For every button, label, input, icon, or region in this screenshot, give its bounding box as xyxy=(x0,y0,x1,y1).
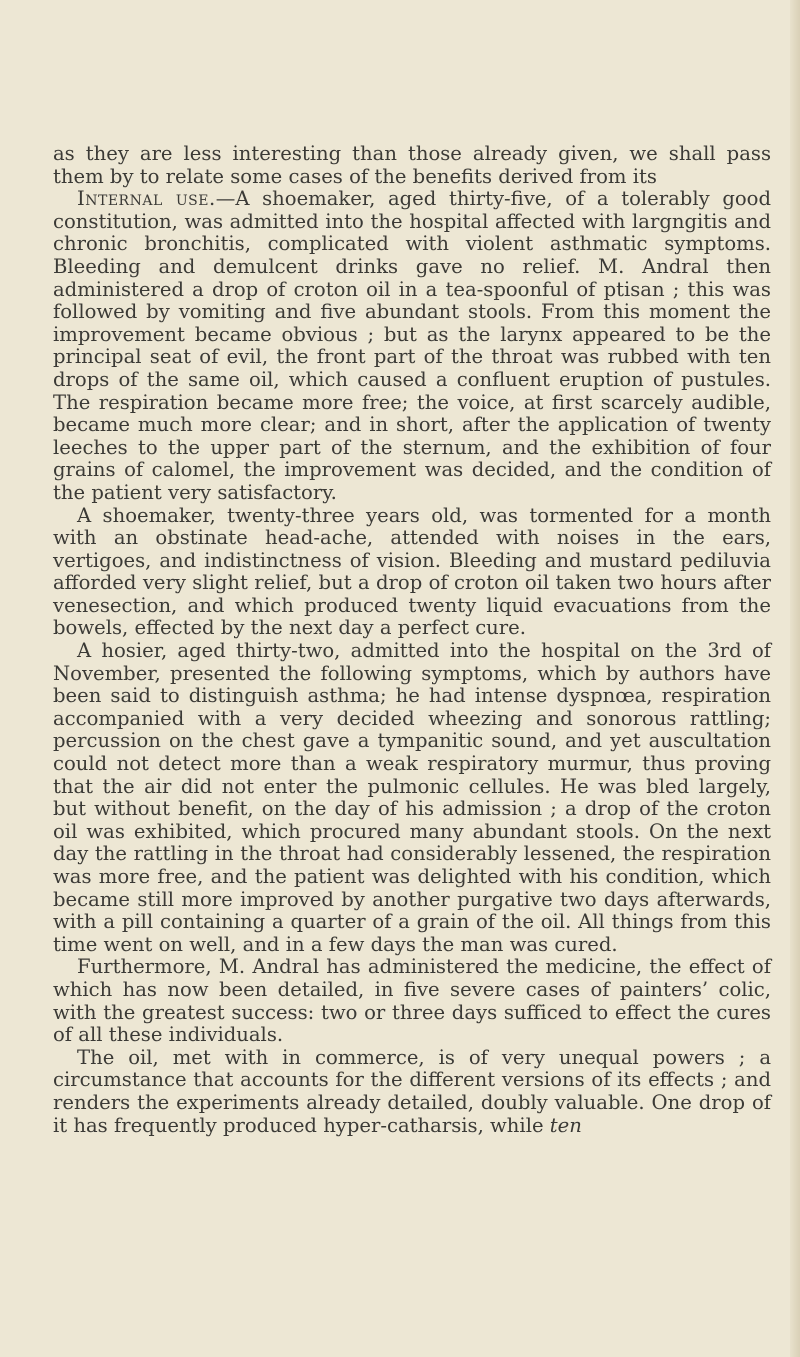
paragraph-text: —A shoemaker, aged thirty-five, of a tolerably good constitution, was admitted into the hospital affected with largngitis and chronic bronchitis, complicated with violent asthmatic symptoms. Bleeding and demulcent drinks gave no relief. M. Andral then administered a drop of croton oil in a tea-spoonful of ptisan ; this was followed by vomiting and five abundant stools. From this moment the improvement became obvious ; but as the larynx appeared to be the principal seat of evil, the front part of the throat was rubbed with ten drops of the same oil, which caused a confluent eruption of pustules. The respiration became more free; the voice, at first scarcely audible, became much more clear; and in short, after the application of twenty leeches to the upper part of the sternum, and the exhibition of four grains of calomel, the improvement was decided, and the condition of the patient very satisfactory. xyxy=(53,187,771,504)
page-body-text xyxy=(53,143,771,1137)
paragraph-painters-colic xyxy=(53,956,771,1046)
paragraph-internal-use xyxy=(53,188,771,504)
paragraph-text: The oil, met with in commerce, is of very unequal powers ; a circumstance that accounts for the different versions of its effects ; and renders the experiments already detailed, doubly valuable. One drop of it has frequently produced hyper-catharsis, while xyxy=(53,1045,771,1137)
section-lead-internal-use: Internal use. xyxy=(77,187,216,211)
paragraph-text: Furthermore, M. Andral has administered the medicine, the effect of which has now been detailed, in five severe cases of painters’ colic, with the greatest success: two or three days sufficed to effect the cures of all these individuals. xyxy=(53,955,771,1047)
paragraph-text: A hosier, aged thirty-two, admitted into the hospital on the 3rd of November, presented the following symptoms, which by authors have been said to distinguish asthma; he had intense dyspnœa, respiration accompanied with a very decided wheezing and sonorous rattling; percussion on the chest gave a tympanitic sound, and yet auscultation could not detect more than a weak respiratory murmur, thus proving that the air did not enter the pulmonic cellules. He was bled largely, but without benefit, on the day of his admission ; a drop of the croton oil was exhibited, which procured many abundant stools. On the next day the rattling in the throat had considerably lessened, the respiration was more free, and the patient was delighted with his condition, which became still more improved by another purgative two days afterwards, with a pill containing a quarter of a grain of the oil. All things from this time went on well, and in a few days the man was cured. xyxy=(53,639,771,956)
paragraph-text: A shoemaker, twenty-three years old, was tormented for a month with an obstinate head-ache, attended with noises in the ears, vertigoes, and indistinctness of vision. Bleeding and mustard pediluvia afforded very slight relief, but a drop of croton oil taken two hours after venesection, and which produced twenty liquid evacuations from the bowels, effected by the next day a perfect cure. xyxy=(53,503,771,640)
paragraph-text: as they are less interesting than those already given, we shall pass them by to relate some cases of the benefits derived from its xyxy=(53,142,771,188)
italic-word: ten xyxy=(549,1113,582,1137)
paragraph-case-hosier-32 xyxy=(53,640,771,956)
paragraph-case-shoemaker-23 xyxy=(53,505,771,641)
paragraph-oil-commerce xyxy=(53,1047,771,1137)
page-edge-shadow xyxy=(790,0,800,1357)
paragraph-continuation xyxy=(53,143,771,188)
